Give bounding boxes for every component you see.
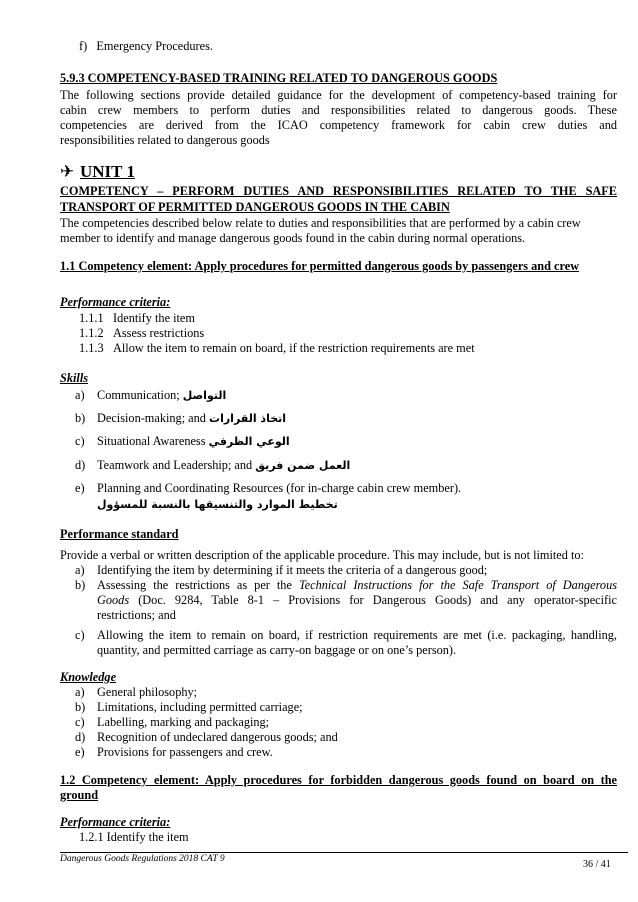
standard-b-rest: (Doc. 9284, Table 8-1 – Provisions for Dangerous Goods) and any operator-specific — [129, 593, 617, 607]
unit-title-text: UNIT 1 — [80, 162, 135, 181]
skill-letter: e) — [75, 481, 85, 495]
skills-label: Skills — [60, 371, 89, 385]
skill-arabic: التواصل — [182, 389, 227, 402]
standard-b-line-1 — [97, 578, 617, 593]
criterion-text: Allow the item to remain on board, if the restriction requirements are met — [113, 341, 475, 355]
standard-letter: b) — [75, 578, 86, 592]
unit-intro-line-2: member to identify and manage dangerous goods found in the cabin during normal operations. — [60, 231, 526, 245]
section-heading: 5.9.3 COMPETENCY-BASED TRAINING RELATED TO DANGEROUS GOODS — [60, 71, 498, 85]
unit-intro-line-1: The competencies described below relate to duties and responsibilities that are performed by a cabin crew — [60, 216, 581, 230]
criterion-num: 1.1.3 — [79, 341, 104, 355]
list-item-emergency-procedures: f) Emergency Procedures. — [79, 39, 213, 53]
skill-text: Communication; — [97, 388, 180, 402]
skill-letter: a) — [75, 388, 85, 402]
criterion-text: Assess restrictions — [113, 326, 205, 340]
skill-arabic: تخطيط الموارد والتنسيقها بالنسبة للمسؤول — [97, 498, 338, 511]
performance-standard-label: Performance standard — [60, 527, 179, 541]
knowledge-letter: a) — [75, 685, 85, 699]
standard-a-text: Identifying the item by determining if it meets the criteria of a dangerous good; — [97, 563, 488, 577]
unit-title — [60, 162, 135, 182]
unit-competency-line-1: COMPETENCY – PERFORM DUTIES AND RESPONSIBILITIES RELATED TO THE SAFE — [60, 184, 617, 198]
section-para-line-2: cabin crew members to perform duties and responsibilities related to dangerous goods. These — [60, 103, 617, 117]
knowledge-text: General philosophy; — [97, 685, 198, 699]
element-1-1-heading: 1.1 Competency element: Apply procedures for permitted dangerous goods by passengers and crew — [60, 259, 580, 273]
standard-letter: a) — [75, 563, 85, 577]
skill-text: Teamwork and Leadership; and — [97, 458, 253, 472]
section-para-line-1: The following sections provide detailed guidance for the development of competency-based training for — [60, 88, 617, 102]
performance-criteria-label-2: Performance criteria: — [60, 815, 171, 829]
standard-c-line-1: Allowing the item to remain on board, if restriction requirements are met (i.e. packaging, handling, — [97, 628, 617, 642]
footer-page-number: 36 / 41 — [583, 859, 611, 870]
skill-arabic: الوعي الظرفي — [208, 435, 290, 448]
skill-text: Planning and Coordinating Resources (for in-charge cabin crew member). — [97, 481, 462, 495]
knowledge-letter: c) — [75, 715, 85, 729]
element-1-2-heading-line-2: ground — [60, 788, 99, 802]
skill-text: Situational Awareness — [97, 434, 206, 448]
skill-letter: d) — [75, 458, 86, 472]
standard-b-italic: Technical Instructions for the Safe Transport of Dangerous — [298, 578, 617, 592]
skill-item — [97, 388, 226, 403]
skill-letter: c) — [75, 434, 85, 448]
footer-divider — [60, 852, 628, 853]
criterion-num: 1.1.1 — [79, 311, 104, 325]
element-1-2-heading-line-1: 1.2 Competency element: Apply procedures for forbidden dangerous goods found on board on the — [60, 773, 617, 787]
standard-b-italic-goods: Goods — [97, 593, 130, 607]
knowledge-text: Provisions for passengers and crew. — [97, 745, 273, 759]
knowledge-letter: b) — [75, 700, 86, 714]
standard-b-pre: Assessing the restrictions as per the — [97, 578, 299, 592]
criterion-text: Identify the item — [113, 311, 195, 325]
performance-criteria-label: Performance criteria: — [60, 295, 171, 309]
knowledge-label: Knowledge — [60, 670, 117, 684]
performance-standard-intro: Provide a verbal or written description of the applicable procedure. This may include, but is not limited to: — [60, 548, 584, 562]
knowledge-letter: d) — [75, 730, 86, 744]
standard-letter: c) — [75, 628, 85, 642]
skill-text: Decision-making; and — [97, 411, 206, 425]
criterion-num: 1.1.2 — [79, 326, 104, 340]
section-para-line-3: competencies are derived from the ICAO competency framework for cabin crew duties and — [60, 118, 617, 132]
skill-arabic: اتخاذ القرارات — [209, 412, 287, 425]
unit-competency-line-2: TRANSPORT OF PERMITTED DANGEROUS GOODS IN THE CABIN — [60, 200, 450, 214]
knowledge-letter: e) — [75, 745, 85, 759]
skill-arabic: العمل ضمن فريق — [255, 459, 351, 472]
criterion-1-2-1: 1.2.1 Identify the item — [79, 830, 189, 844]
airplane-icon: ✈ — [60, 162, 75, 181]
standard-b-line-2 — [97, 593, 617, 608]
skill-item — [97, 434, 290, 449]
knowledge-text: Labelling, marking and packaging; — [97, 715, 270, 729]
skill-letter: b) — [75, 411, 86, 425]
footer-doc-title: Dangerous Goods Regulations 2018 CAT 9 — [60, 854, 225, 864]
skill-item — [97, 458, 350, 473]
skill-item — [97, 411, 286, 426]
knowledge-text: Limitations, including permitted carriage; — [97, 700, 303, 714]
standard-b-line-3: restrictions; and — [97, 608, 176, 622]
standard-c-line-2: quantity, and permitted carriage as carry-on baggage or on one’s person). — [97, 643, 457, 657]
section-para-line-4: responsibilities related to dangerous goods — [60, 133, 270, 147]
knowledge-text: Recognition of undeclared dangerous goods; and — [97, 730, 338, 744]
